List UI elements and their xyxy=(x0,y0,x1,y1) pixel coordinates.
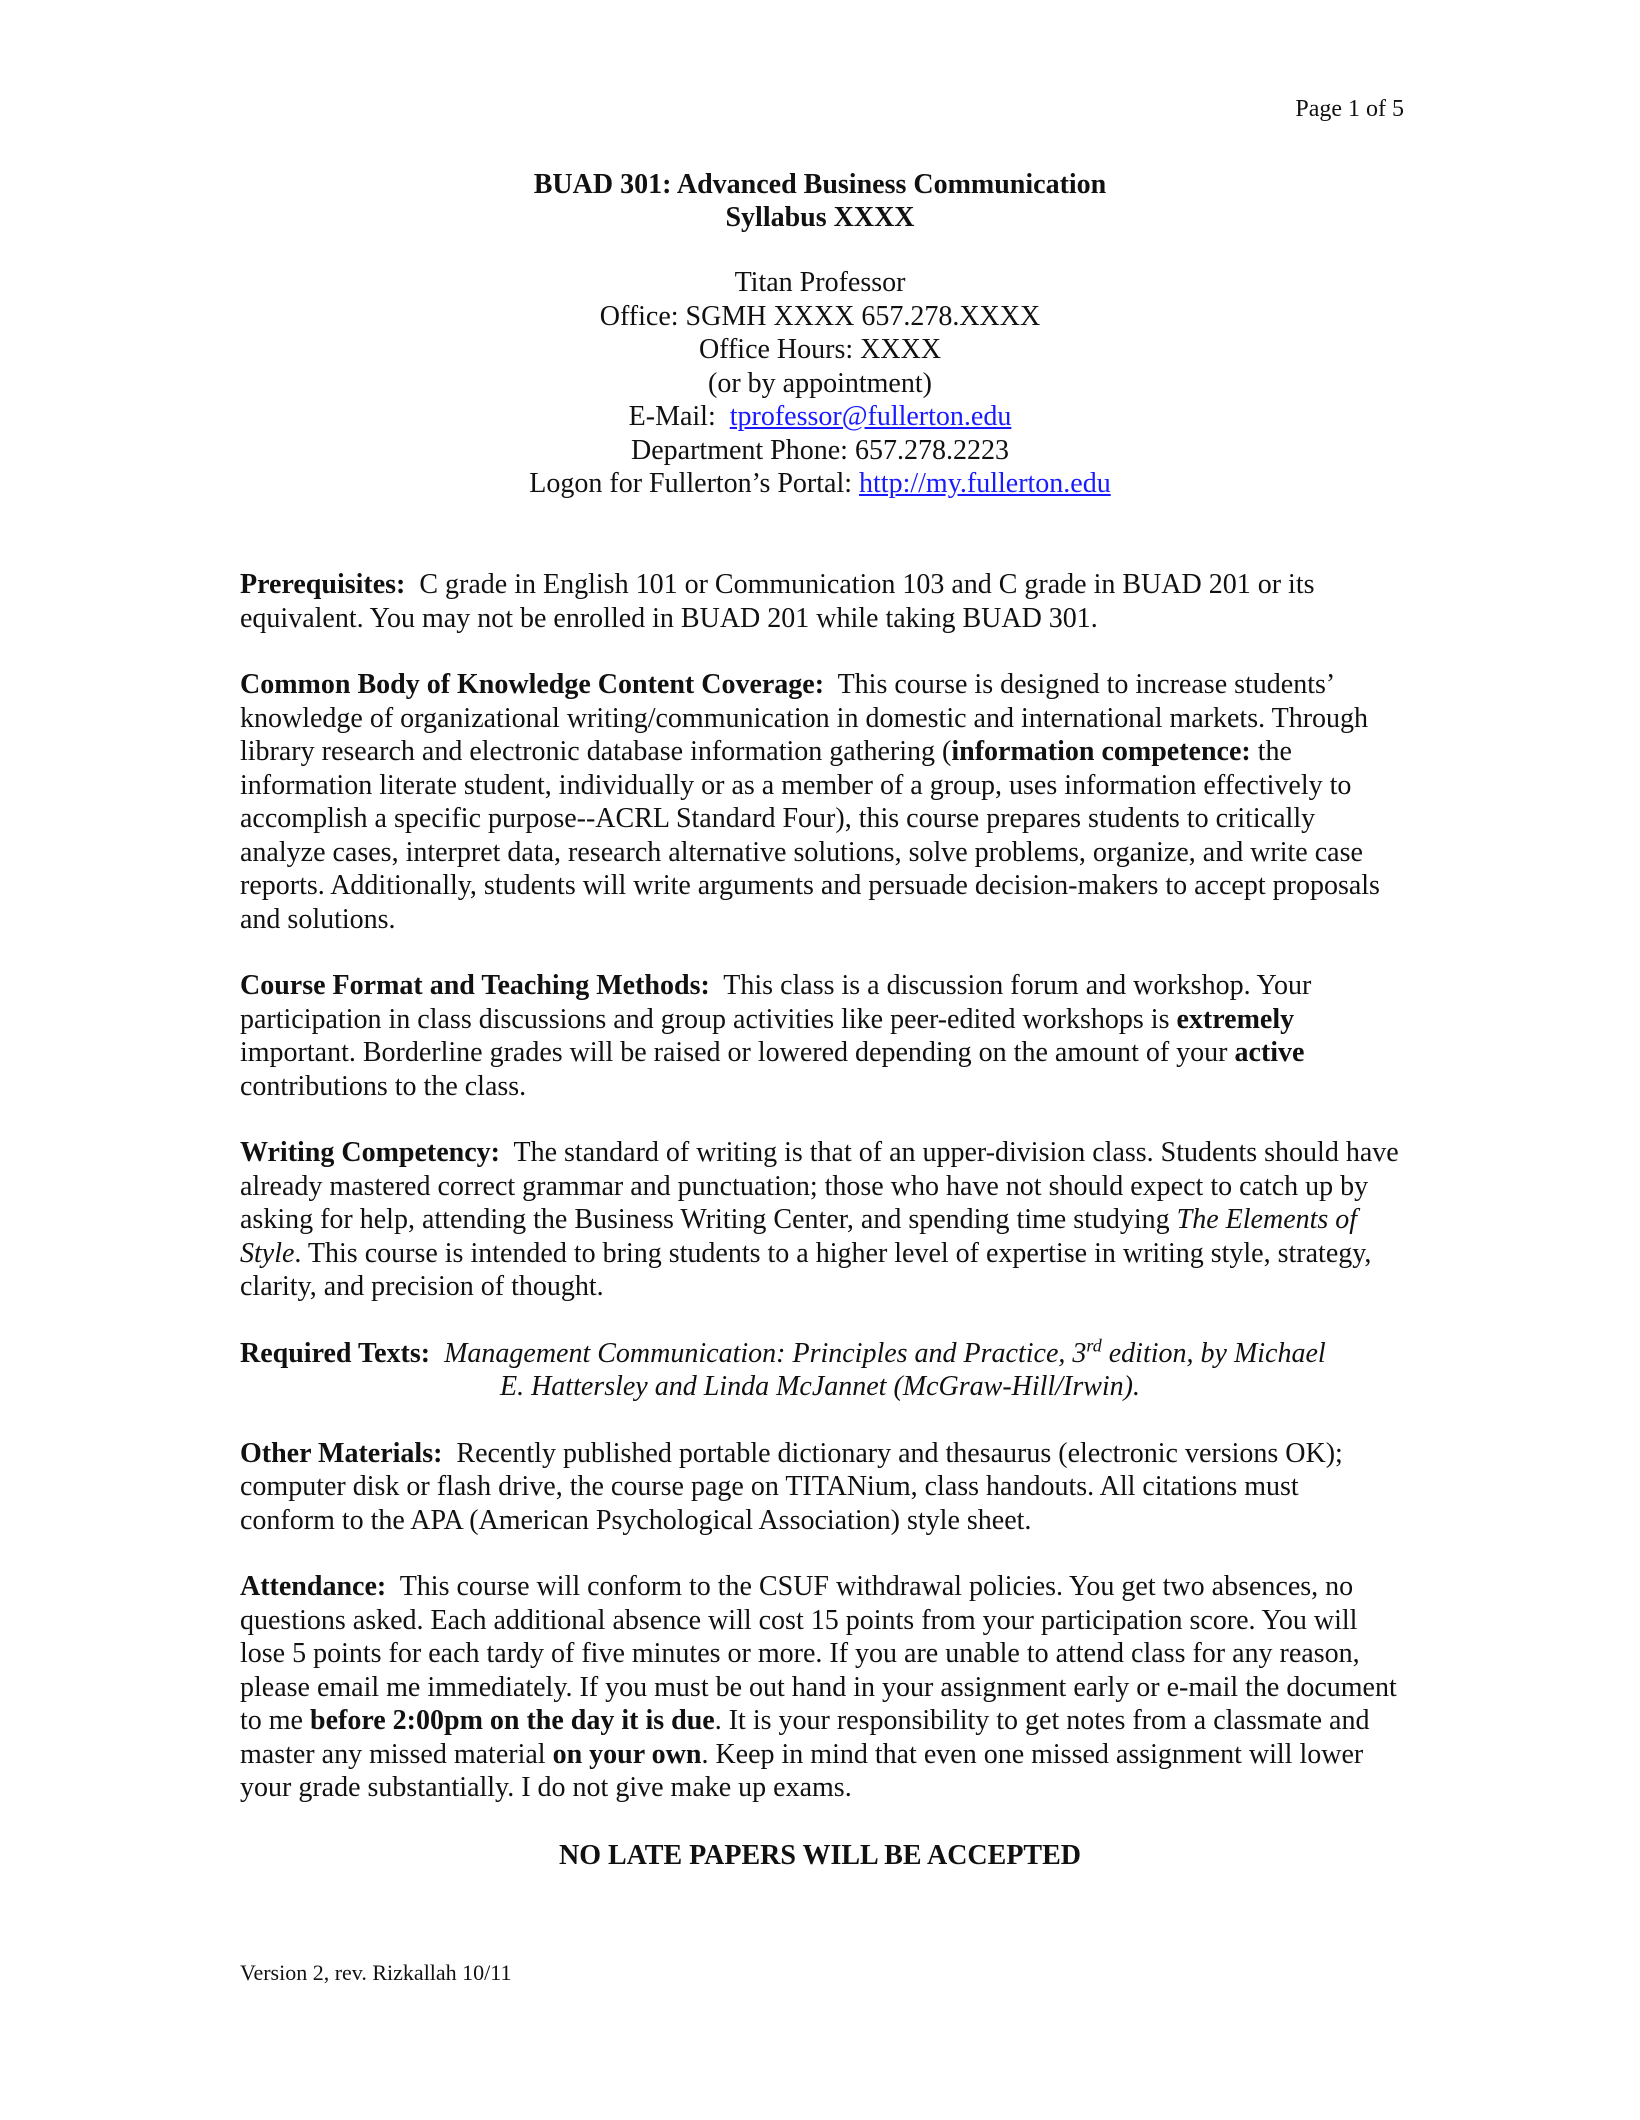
required-book-part1: Management Communication: Principles and Practice, 3 xyxy=(444,1337,1087,1369)
course-format-text-2: important. Borderline grades will be raised or lowered depending on the amount of your xyxy=(240,1037,1235,1068)
course-format-heading: Course Format and Teaching Methods: xyxy=(240,970,710,1001)
cbk-text-2: the information literate student, individually or as a member of a group, uses information effectively to accomplish a specific purpose--ACRL Standard Four), this course prepares students to critically analyze cases, interpret data, research alternative solutions, solve problems, organize, and write case reports. Additionally, students will write arguments and persuade decision-makers to accept proposals and solutions. xyxy=(240,736,1380,935)
writing-heading: Writing Competency: xyxy=(240,1137,500,1168)
page-number: Page 1 of 5 xyxy=(1295,96,1404,122)
required-texts-heading: Required Texts: xyxy=(240,1337,431,1369)
course-format-section xyxy=(240,969,1400,1103)
attendance-text-3: . Keep in mind that even one missed assignment will lower your grade substantially. I do not give make up exams. xyxy=(240,1738,1364,1803)
course-format-bold-2: active xyxy=(1234,1037,1305,1068)
course-format-text-1: This class is a discussion forum and workshop. Your participation in class discussions and group activities like peer-edited workshops is xyxy=(240,970,1312,1035)
department-phone: Department Phone: 657.278.2223 xyxy=(631,434,1009,466)
attendance-section xyxy=(240,1570,1400,1805)
required-book-part2: edition, by Michael xyxy=(1101,1337,1326,1369)
syllabus-header xyxy=(0,168,1640,234)
cbk-heading: Common Body of Knowledge Content Coverage: xyxy=(240,669,825,700)
course-format-text-3: contributions to the class. xyxy=(240,1070,527,1102)
portal-link[interactable]: http://my.fullerton.edu xyxy=(859,468,1111,499)
syllabus-content xyxy=(240,568,1400,1838)
version-footer: Version 2, rev. Rizkallah 10/11 xyxy=(240,1960,512,1985)
required-book-title xyxy=(444,1335,1326,1369)
course-title: BUAD 301: Advanced Business Communication xyxy=(533,169,1107,200)
email-line xyxy=(0,400,1640,434)
writing-section xyxy=(240,1136,1400,1304)
cbk-text-1: This course is designed to increase students’ knowledge of organizational writing/communication in domestic and international markets. Through library research and electronic database information gathering ( xyxy=(240,669,1369,767)
late-papers-notice: NO LATE PAPERS WILL BE ACCEPTED xyxy=(558,1840,1081,1871)
attendance-text-1: This course will conform to the CSUF withdrawal policies. You get two absences, no questions asked. Each additional absence will cost 15 points from your participation score. You will lose 5 points for each tardy of five minutes or more. If you are unable to attend class for any reason, please email me immediately. If you must be out hand in your assignment early or e-mail the document to me xyxy=(240,1571,1397,1736)
email-label: E-Mail: xyxy=(628,401,716,432)
portal-line xyxy=(0,467,1640,501)
writing-italic: The Elements of Style xyxy=(240,1204,1358,1269)
other-materials-section xyxy=(240,1437,1400,1538)
other-materials-heading: Other Materials: xyxy=(240,1437,443,1469)
required-book-authors: E. Hattersley and Linda McJannet (McGraw-Hill/Irwin). xyxy=(499,1371,1140,1402)
portal-label: Logon for Fullerton’s Portal: xyxy=(529,468,853,499)
appointment-note: (or by appointment) xyxy=(708,367,932,399)
office-info: Office: SGMH XXXX 657.278.XXXX xyxy=(599,300,1041,332)
syllabus-title: Syllabus XXXX xyxy=(725,202,915,233)
required-texts-section xyxy=(240,1337,1400,1404)
writing-text-1: The standard of writing is that of an upper-division class. Students should have already mastered correct grammar and punctuation; those who have not should expect to catch up by asking for help, attending the Business Writing Center, and spending time studying xyxy=(240,1137,1399,1235)
course-format-bold-1: extremely xyxy=(1176,1003,1295,1035)
attendance-text-2: . It is your responsibility to get notes from a classmate and master any missed material xyxy=(240,1705,1370,1770)
writing-text-2: . This course is intended to bring students to a higher level of expertise in writing style, strategy, clarity, and precision of thought. xyxy=(240,1237,1372,1302)
attendance-bold-1: before 2:00pm on the day it is due xyxy=(310,1705,715,1736)
prerequisites-heading: Prerequisites: xyxy=(240,569,406,600)
cbk-section xyxy=(240,668,1400,936)
required-book-sup: rd xyxy=(1086,1335,1102,1356)
prerequisites-section xyxy=(240,568,1400,635)
prerequisites-text: C grade in English 101 or Communication 103 and C grade in BUAD 201 or its equivalent. You may not be enrolled in BUAD 201 while taking BUAD 301. xyxy=(240,569,1315,634)
attendance-heading: Attendance: xyxy=(240,1571,387,1602)
other-materials-text: Recently published portable dictionary and thesaurus (electronic versions OK); computer disk or flash drive, the course page on TITANium, class handouts. All citations must conform to the APA (American Psychological Association) style sheet. xyxy=(240,1437,1343,1536)
office-hours: Office Hours: XXXX xyxy=(698,334,942,365)
cbk-bold: information competence: xyxy=(951,736,1251,767)
email-link[interactable]: tprofessor@fullerton.edu xyxy=(729,401,1012,432)
contact-block xyxy=(0,266,1640,501)
professor-name: Titan Professor xyxy=(734,267,906,298)
attendance-bold-2: on your own xyxy=(552,1738,702,1770)
